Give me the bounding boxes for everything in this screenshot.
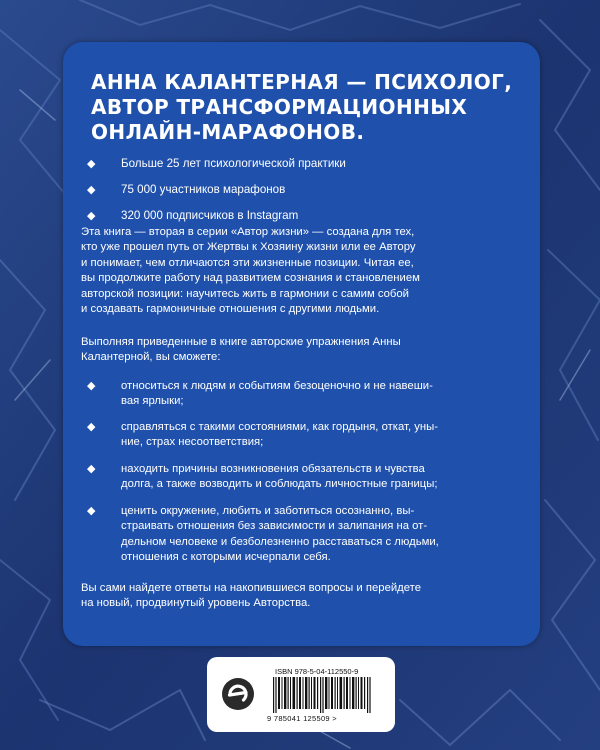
text-panel: АННА КАЛАНТЕРНАЯ — ПСИХОЛОГ, АВТОР ТРАНСФОРМАЦИОННЫХ ОНЛАЙН-МАРАФОНОВ. ◆ Больше 25 лет психологической практики ◆ 75 000 участников марафонов ◆ 320 000 подписчиков в Instagram Эта книга — вторая в серии «Автор жизни» — создана для тех, кто уже прошел путь от Жертвы к Хозяину жизни или ее Автору и понимает, чем отличаются эти жизненные позиции. Читая ее, вы продолжите работу над развитием сознания и становлением авторской позиции: научитесь жить в гармонии с самим собой и создавать гармоничные отношения с другими людьми. Выполняя приведенные в книге авторские упражнения Анны Калантерной, вы сможете: ◆ относиться к людям и событиям безоценочно и не навеши- вая ярлыки; ◆ справляться с такими состояниями, как гордыня, откат, уны- ние, страх несоответствия; ◆ находить причины возникновения обязательств и чувства долга, а также возводить и соблюдать личностные границы; ◆ ценить окружение, любить и заботиться осознанно, вы- страивать отношения без зависимости и залипания на от- дельном человеке и безболезненно расставаться с людьми, отношения с которыми исчерпали себя. Вы сами найдете ответы на накопившиеся вопросы и перейдете на новый, продвинутый уровень Авторства. <box>63 42 540 646</box>
isbn-number: ISBN 978-5-04-112550-9 <box>275 667 359 676</box>
diamond-bullet-icon: ◆ <box>87 505 96 517</box>
book-description-paragraph: Эта книга — вторая в серии «Автор жизни» — создана для тех, кто уже прошел путь от Жертвы к Хозяину жизни или ее Автору и понимает, чем отличаются эти жизненные позиции. Читая ее, вы продолжите работу над развитием сознания и становлением авторской позиции: научитесь жить в гармонии с самим собой и создавать гармоничные отношения с другими людьми. <box>81 226 420 316</box>
diamond-bullet-icon: ◆ <box>87 421 96 433</box>
diamond-bullet-icon: ◆ <box>87 210 96 222</box>
stat-item: ◆ Больше 25 лет психологической практики <box>87 157 346 170</box>
diamond-bullet-icon: ◆ <box>87 158 96 170</box>
diamond-bullet-icon: ◆ <box>87 463 96 475</box>
closing-paragraph: Вы сами найдете ответы на накопившиеся вопросы и перейдете на новый, продвинутый уровень Авторства. <box>81 582 421 610</box>
stat-item: ◆ 320 000 подписчиков в Instagram <box>87 209 299 222</box>
exercises-intro-paragraph: Выполняя приведенные в книге авторские упражнения Анны Калантерной, вы сможете: <box>81 336 401 364</box>
author-stats-list <box>83 157 523 235</box>
diamond-bullet-icon: ◆ <box>87 184 96 196</box>
barcode-digits: 9 785041 125509 > <box>267 714 337 723</box>
author-headline: АННА КАЛАНТЕРНАЯ — ПСИХОЛОГ, АВТОР ТРАНСФОРМАЦИОННЫХ ОНЛАЙН-МАРАФОНОВ. <box>91 70 513 144</box>
barcode-box <box>207 657 395 732</box>
barcode-icon <box>273 677 377 713</box>
diamond-bullet-icon: ◆ <box>87 380 96 392</box>
publisher-logo-icon <box>221 677 255 711</box>
stat-item: ◆ 75 000 участников марафонов <box>87 183 286 196</box>
